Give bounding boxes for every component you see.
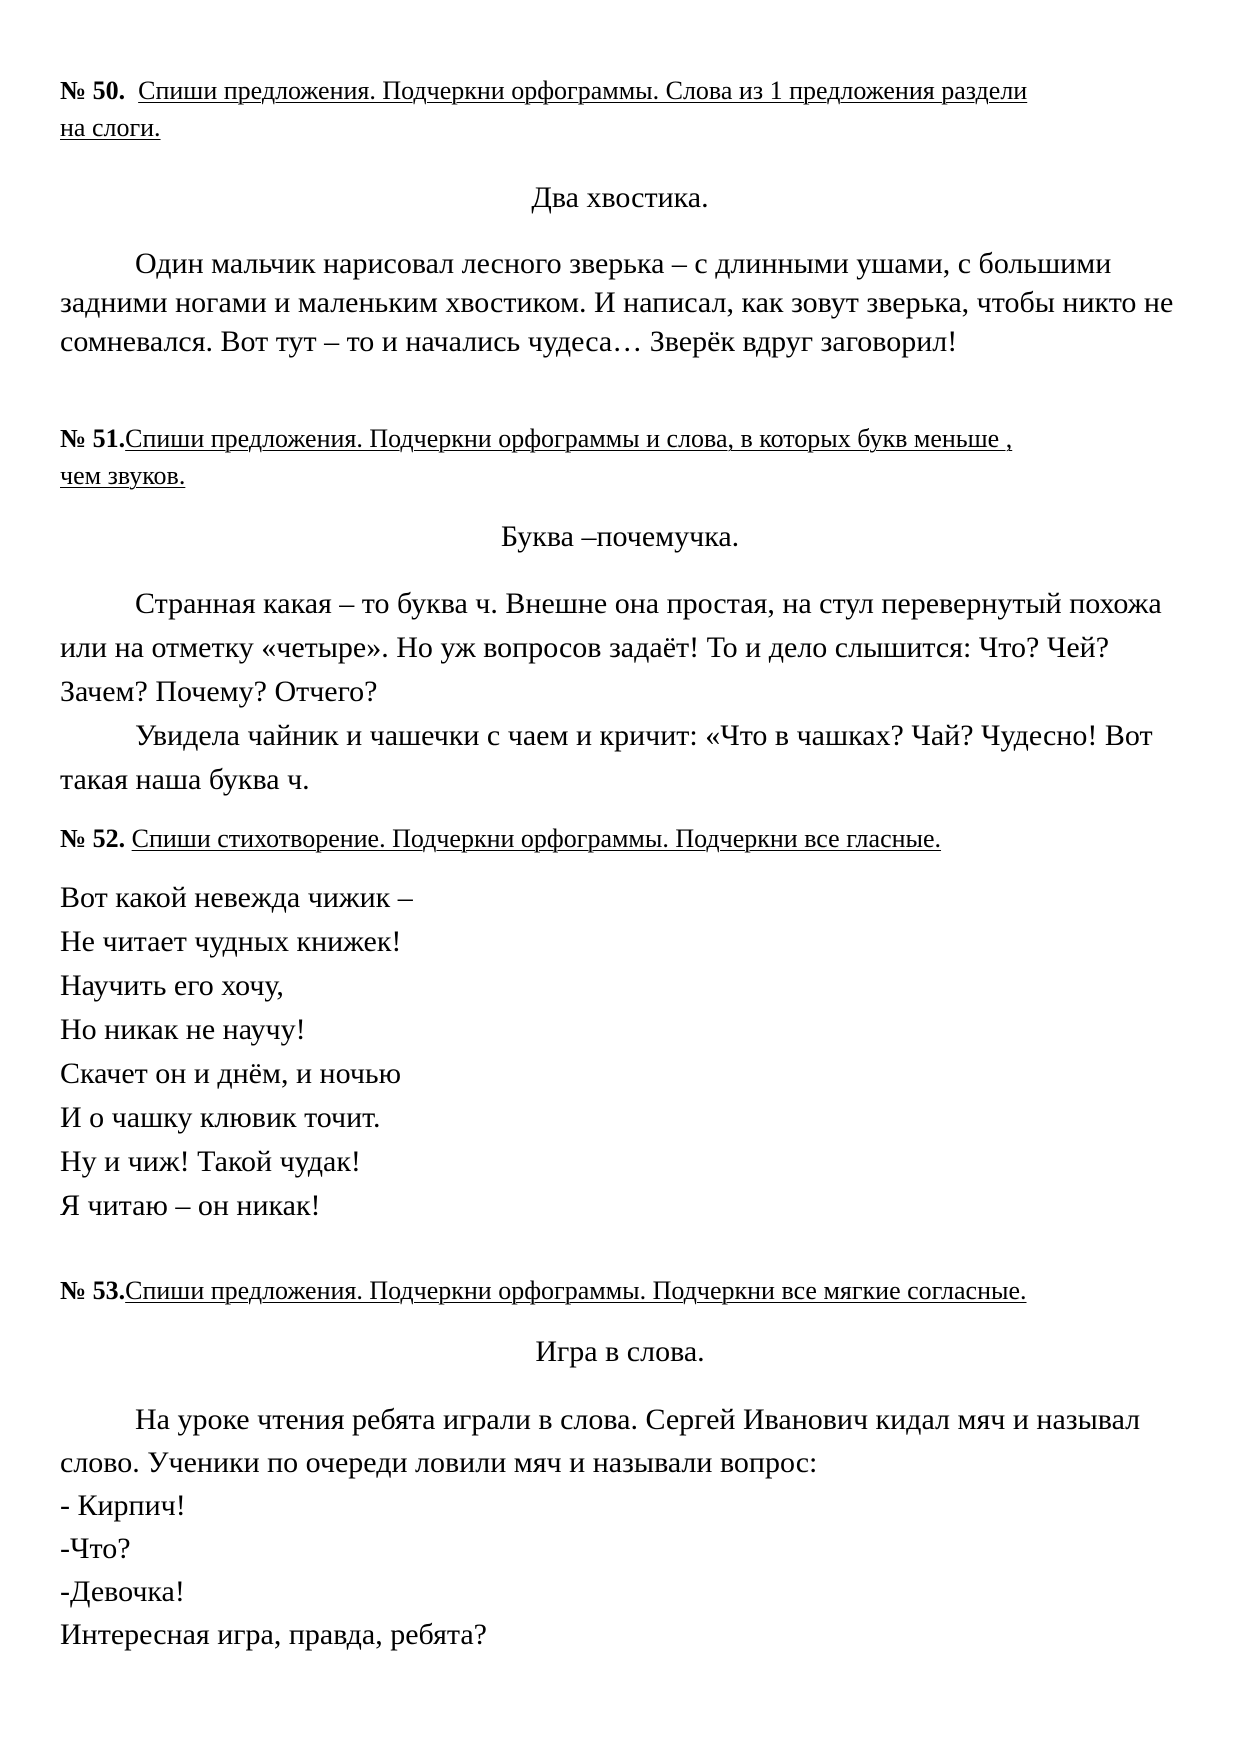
poem-line: Но никак не научу! xyxy=(60,1013,306,1046)
exercise-51-paragraph-1: Странная какая – то буква ч. Внешне она простая, на стул перевернутый похожа или на отметку «четыре». Но уж вопросов задаёт! То и дело слышится: Что? Чей? Зачем? Почему? Отчего? xyxy=(60,587,1162,708)
dialog-line: Интересная игра, правда, ребята? xyxy=(60,1618,487,1651)
dialog-line: - Кирпич! xyxy=(60,1489,186,1522)
poem-line: Не читает чудных книжек! xyxy=(60,925,402,958)
poem-line: Вот какой невежда чижик – xyxy=(60,881,413,914)
poem-line: Научить его хочу, xyxy=(60,969,284,1002)
dialog-line: -Девочка! xyxy=(60,1575,185,1608)
exercise-52-instruction-text: Спиши стихотворение. Подчеркни орфограммы. Подчеркни все гласные. xyxy=(131,824,942,853)
exercise-52-number: № 52. xyxy=(60,824,126,853)
exercise-50-instruction xyxy=(60,72,1180,146)
poem-line: Ну и чиж! Такой чудак! xyxy=(60,1145,361,1178)
exercise-53-instruction-text: Спиши предложения. Подчеркни орфограммы. Подчеркни все мягкие согласные. xyxy=(125,1276,1027,1305)
exercise-51-title: Буква –почемучка. xyxy=(500,520,740,553)
exercise-50-instruction-line1: Спиши предложения. Подчеркни орфограммы. Слова из 1 предложения раздели xyxy=(138,76,1028,105)
exercise-53-instruction xyxy=(60,1272,1180,1309)
poem-line: И о чашку клювик точит. xyxy=(60,1101,381,1134)
exercise-53-dialog xyxy=(60,1484,1180,1656)
exercise-52-poem xyxy=(60,876,1180,1228)
exercise-51-number: № 51. xyxy=(60,424,126,453)
exercise-51-instruction-line1: Спиши предложения. Подчеркни орфограммы и слова, в которых букв меньше , xyxy=(125,424,1013,453)
exercise-50-paragraph: Один мальчик нарисовал лесного зверька – с длинными ушами, с большими задними ногами и маленьким хвостиком. И написал, как зовут зверька, чтобы никто не сомневался. Вот тут – то и начались чудеса… Зверёк вдруг заговорил! xyxy=(60,247,1174,358)
exercise-50-instruction-line2: на слоги. xyxy=(60,113,161,142)
exercise-53-paragraph: На уроке чтения ребята играли в слова. Сергей Иванович кидал мяч и называл слово. Ученики по очереди ловили мяч и называли вопрос: xyxy=(60,1403,1141,1479)
dialog-line: -Что? xyxy=(60,1532,131,1565)
exercise-50-title: Два хвостика. xyxy=(531,181,709,214)
exercise-51-instruction xyxy=(60,420,1180,494)
poem-line: Я читаю – он никак! xyxy=(60,1189,321,1222)
exercise-52-instruction xyxy=(60,820,1180,857)
exercise-53-number: № 53. xyxy=(60,1276,126,1305)
exercise-50-number: № 50. xyxy=(60,76,126,105)
exercise-51-instruction-line2: чем звуков. xyxy=(60,461,186,490)
exercise-53-title: Игра в слова. xyxy=(535,1335,705,1368)
poem-line: Скачет он и днём, и ночью xyxy=(60,1057,402,1090)
exercise-51-paragraph-2: Увидела чайник и чашечки с чаем и кричит: «Что в чашках? Чай? Чудесно! Вот такая наша буква ч. xyxy=(60,719,1153,796)
